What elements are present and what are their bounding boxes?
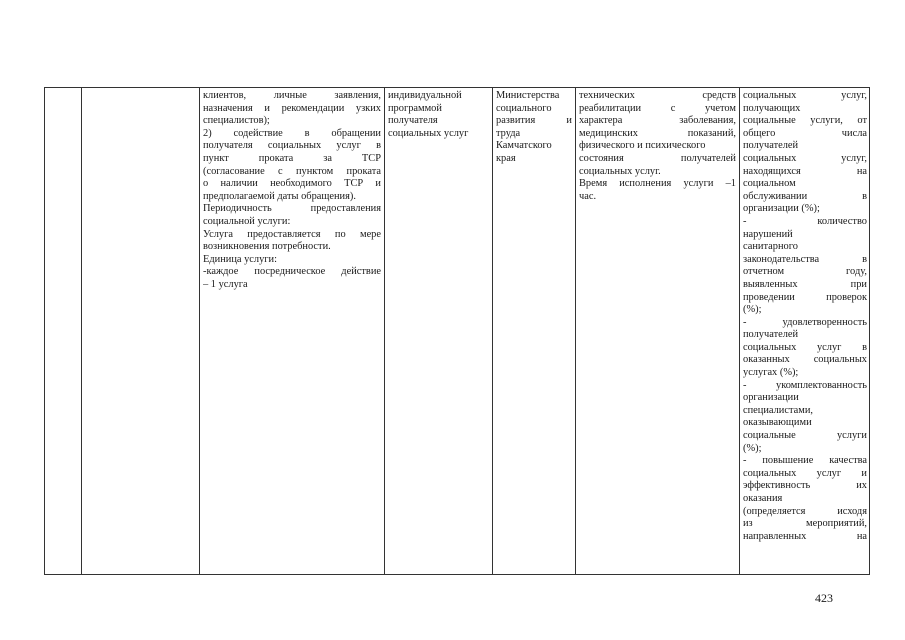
basis-text: [385, 88, 492, 140]
text-line: нарушений: [743, 228, 793, 240]
text-line: социальные услуги: [743, 430, 867, 442]
text-line: Время исполнения услуги –1: [579, 178, 736, 190]
text-line: получающих: [743, 102, 801, 114]
table-col-index: [45, 88, 81, 574]
text-line: социальных услуг и: [743, 467, 867, 479]
text-line: Услуга предоставляется по мере: [203, 228, 381, 240]
text-line: труда: [496, 127, 521, 139]
text-line: возникновения потребности.: [203, 241, 331, 253]
text-line: оказывающими: [743, 417, 812, 429]
text-line: Министерства: [496, 90, 560, 101]
text-line: - удовлетворенность: [743, 316, 867, 328]
indicators-text: [740, 88, 870, 543]
text-line: получателя: [388, 115, 438, 127]
text-line: час.: [579, 190, 597, 202]
text-line: законодательства в: [743, 253, 867, 265]
text-line: -каждое посредническое действие: [203, 266, 381, 278]
text-line: эффективность их: [743, 480, 867, 492]
text-line: социального: [496, 102, 552, 114]
text-line: проведении проверок: [743, 291, 867, 303]
text-line: отчетном году,: [743, 266, 867, 278]
text-line: - укомплектованность: [743, 379, 867, 391]
description-text: [200, 88, 384, 292]
text-line: общего числа: [743, 127, 867, 139]
text-line: социальном: [743, 178, 796, 190]
text-line: услугах (%);: [743, 367, 799, 379]
conditions-text: [576, 88, 739, 203]
text-line: из мероприятий,: [743, 518, 867, 530]
text-line: социальных услуг: [388, 127, 469, 139]
table-col-ministry: [492, 88, 575, 574]
text-line: направленных на: [743, 530, 867, 542]
text-line: выявленных при: [743, 278, 867, 290]
text-line: – 1 услуга: [203, 278, 248, 290]
text-line: физического и психического: [579, 140, 706, 152]
text-line: (%);: [743, 304, 762, 316]
text-line: предполагаемой даты обращения).: [203, 190, 356, 202]
text-line: санитарного: [743, 241, 798, 253]
text-line: социальных услуг,: [743, 90, 867, 101]
text-line: назначения и рекомендации узких: [203, 102, 381, 114]
text-line: социальных услуг.: [579, 165, 661, 177]
text-line: социальной услуги:: [203, 215, 291, 227]
text-line: края: [496, 152, 516, 164]
text-line: 2) содействие в обращении: [203, 127, 381, 139]
text-line: - количество: [743, 215, 867, 227]
page-number: 423: [815, 591, 833, 605]
text-line: медицинских показаний,: [579, 127, 736, 139]
table-col-basis: [384, 88, 492, 574]
text-line: Периодичность предоставления: [203, 203, 381, 215]
text-line: оказанных социальных: [743, 354, 867, 366]
ministry-text: [493, 88, 575, 166]
text-line: организации (%);: [743, 203, 820, 215]
text-line: состояния получателей: [579, 152, 736, 164]
table-col-indicators: [739, 88, 870, 574]
text-line: (согласование с пунктом проката: [203, 165, 381, 177]
text-line: программой: [388, 102, 442, 114]
text-line: - повышение качества: [743, 455, 867, 467]
text-line: получателей: [743, 329, 799, 341]
text-line: Единица услуги:: [203, 253, 277, 265]
services-table: [44, 87, 870, 575]
text-line: социальных услуг,: [743, 152, 867, 164]
text-line: получателей: [743, 140, 799, 152]
table-col-service-name: [81, 88, 199, 574]
text-line: социальные услуги, от: [743, 115, 867, 127]
text-line: находящихся на: [743, 165, 867, 177]
text-line: пункт проката за ТСР: [203, 152, 381, 164]
text-line: обслуживании в: [743, 190, 867, 202]
text-line: технических средств: [579, 90, 736, 101]
text-line: социальных услуг в: [743, 341, 867, 353]
table-col-description: [199, 88, 384, 574]
text-line: (определяется исходя: [743, 505, 867, 517]
text-line: характера заболевания,: [579, 115, 736, 127]
text-line: о наличии необходимого ТСР и: [203, 178, 381, 190]
text-line: оказания: [743, 493, 783, 504]
text-line: реабилитации с учетом: [579, 102, 736, 114]
text-line: получателя социальных услуг в: [203, 140, 381, 152]
text-line: организации: [743, 392, 799, 404]
text-line: Камчатского: [496, 140, 552, 152]
table-col-conditions: [575, 88, 739, 574]
text-line: специалистами,: [743, 404, 813, 416]
text-line: индивидуальной: [388, 90, 462, 101]
text-line: специалистов);: [203, 115, 270, 127]
text-line: развития и: [496, 115, 572, 127]
text-line: (%);: [743, 442, 762, 454]
text-line: клиентов, личные заявления,: [203, 90, 381, 101]
